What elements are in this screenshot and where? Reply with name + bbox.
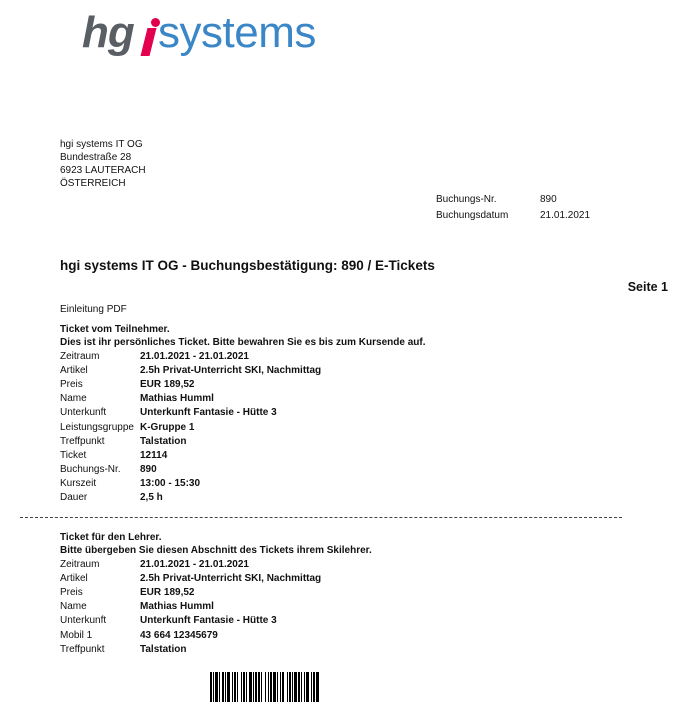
ticket-field-row (60, 628, 372, 642)
meta-label: Buchungs-Nr. (436, 194, 497, 205)
field-label: Treffpunkt (60, 643, 105, 655)
address-line: Bundestraße 28 (60, 152, 132, 163)
ticket-field-row (60, 363, 425, 377)
field-value: EUR 189,52 (140, 586, 195, 598)
meta-value: 890 (540, 194, 557, 205)
field-label: Kurszeit (60, 478, 97, 490)
field-label: Unterkunft (60, 615, 107, 627)
ticket-field-row (60, 434, 425, 448)
ticket-field-row (60, 477, 425, 491)
ticket-field-row (60, 377, 425, 391)
field-label: Zeitraum (60, 350, 100, 362)
document-title: hgi systems IT OG - Buchungsbestätigung: 890 / E-Tickets (60, 258, 435, 273)
ticket-field-row (60, 491, 425, 505)
company-logo (82, 8, 342, 64)
ticket-field-row (60, 420, 425, 434)
section-heading: Ticket vom Teilnehmer. (60, 324, 170, 335)
booking-date-row (436, 210, 590, 226)
logo-i-bar (141, 28, 157, 56)
barcode (210, 672, 320, 702)
participant-ticket (60, 323, 425, 505)
field-value: Mathias Humml (140, 393, 214, 405)
ticket-field-row (60, 614, 372, 628)
field-label: Dauer (60, 492, 88, 504)
field-value: Unterkunft Fantasie - Hütte 3 (140, 407, 277, 419)
field-value: 12114 (140, 449, 168, 461)
ticket-field-row (60, 600, 372, 614)
logo-text-systems: systems (158, 8, 316, 57)
field-value: Unterkunft Fantasie - Hütte 3 (140, 615, 277, 627)
field-label: Artikel (60, 364, 88, 376)
field-value: Talstation (140, 643, 187, 655)
field-label: Treffpunkt (60, 435, 105, 447)
ticket-field-row (60, 406, 425, 420)
sender-address (60, 138, 146, 190)
ticket-field-row (60, 571, 372, 585)
field-label: Leistungsgruppe (60, 421, 134, 433)
ticket-field-row (60, 557, 372, 571)
field-value: Mathias Humml (140, 601, 214, 613)
field-value: 890 (140, 464, 157, 476)
booking-number-row (436, 194, 590, 210)
field-value: 13:00 - 15:30 (140, 478, 201, 490)
ticket-field-row (60, 392, 425, 406)
field-value: 21.01.2021 - 21.01.2021 (140, 558, 249, 570)
field-value: 2.5h Privat-Unterricht SKI, Nachmittag (140, 364, 322, 376)
field-value: 43 664 12345679 (140, 629, 218, 641)
address-line: 6923 LAUTERACH (60, 165, 146, 176)
field-label: Ticket (60, 449, 87, 461)
field-value: K-Gruppe 1 (140, 421, 195, 433)
barcode-bar (319, 672, 320, 702)
field-value: 21.01.2021 - 21.01.2021 (140, 350, 249, 362)
meta-value: 21.01.2021 (540, 210, 591, 221)
ticket-field-row (60, 448, 425, 462)
ticket-field-row (60, 349, 425, 363)
ticket-field-row (60, 585, 372, 599)
page-number: Seite 1 (627, 280, 668, 294)
ticket-field-row (60, 642, 372, 656)
section-subheading: Dies ist ihr persönliches Ticket. Bitte bewahren Sie es bis zum Kursende auf. (60, 337, 426, 348)
field-value: 2.5h Privat-Unterricht SKI, Nachmittag (140, 572, 322, 584)
field-label: Name (60, 393, 87, 405)
booking-meta (436, 194, 590, 226)
field-label: Artikel (60, 572, 88, 584)
field-label: Zeitraum (60, 558, 100, 570)
field-label: Mobil 1 (60, 629, 93, 641)
field-label: Unterkunft (60, 407, 107, 419)
intro-text: Einleitung PDF (60, 304, 127, 315)
field-label: Buchungs-Nr. (60, 464, 121, 476)
teacher-ticket (60, 531, 372, 656)
address-line: hgi systems IT OG (60, 139, 143, 150)
logo-text-hg: hg (82, 8, 134, 57)
ticket-rows (60, 349, 425, 505)
address-line: ÖSTERREICH (60, 178, 126, 189)
meta-label: Buchungsdatum (436, 210, 509, 221)
field-value: 2,5 h (140, 492, 163, 504)
field-value: EUR 189,52 (140, 378, 195, 390)
field-label: Preis (60, 586, 83, 598)
cut-line (20, 517, 622, 518)
section-heading: Ticket für den Lehrer. (60, 532, 162, 543)
field-value: Talstation (140, 435, 187, 447)
ticket-rows (60, 557, 372, 656)
field-label: Name (60, 601, 87, 613)
section-subheading: Bitte übergeben Sie diesen Abschnitt des Tickets ihrem Skilehrer. (60, 545, 372, 556)
field-label: Preis (60, 378, 83, 390)
ticket-field-row (60, 463, 425, 477)
